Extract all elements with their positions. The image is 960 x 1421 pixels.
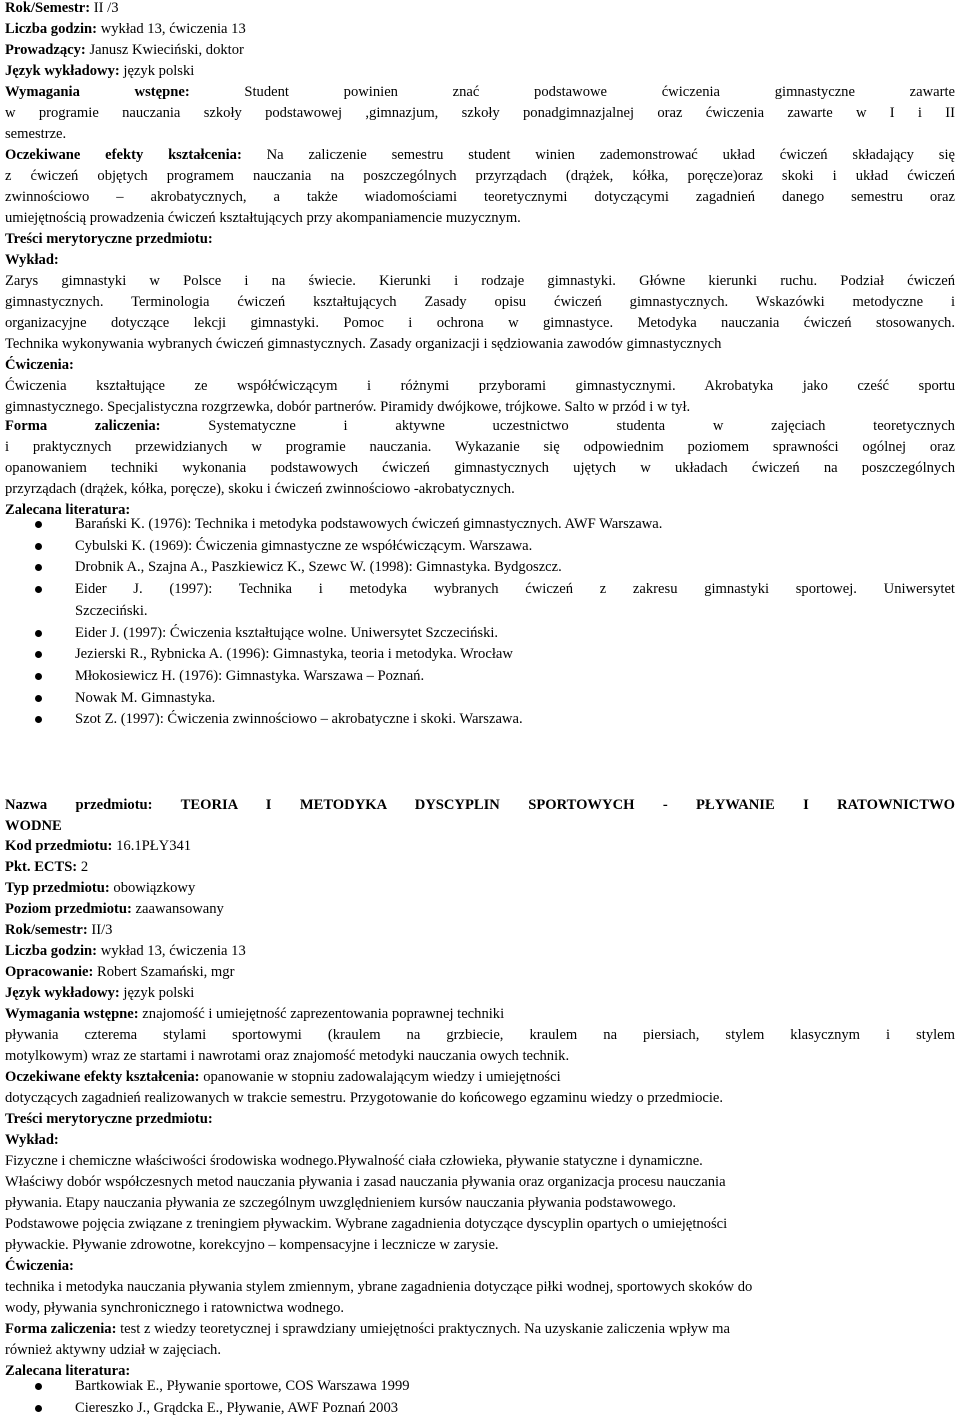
- s2-cw-block: [5, 1277, 955, 1319]
- s2-jezyk-label: Język wykładowy:: [5, 985, 120, 1001]
- s2-forma-text-2: również aktywny udział w zajęciach.: [5, 1342, 221, 1358]
- s2-wym-label: Wymagania wstępne:: [5, 1006, 139, 1022]
- list-item: [5, 1376, 955, 1398]
- s2-wymagania-block: [5, 1004, 955, 1067]
- list-item: [5, 579, 955, 622]
- s2-jezyk-line: [5, 983, 194, 1004]
- s1-efekty-text-4: umiejętnością prowadzenia ćwiczeń kształtujących przy akompaniamencie muzycznym.: [5, 210, 521, 226]
- s2-rok-line: [5, 920, 112, 941]
- s2-wyklad-block: [5, 1151, 955, 1256]
- s1-rok-value: II /3: [93, 0, 119, 16]
- list-item: [5, 688, 955, 710]
- s1-prow-line: [5, 40, 244, 61]
- s2-literature-list: [5, 1376, 955, 1419]
- s1-cw-text-2: gimnastycznego. Specjalistyczna rozgrzewka, dobór partnerów. Piramidy dwójkowe, trójkowe. Salto w przód i w tył.: [5, 399, 691, 415]
- lit-text-cont: Szczeciński.: [75, 602, 148, 619]
- list-item: [5, 666, 955, 688]
- list-item: [5, 557, 955, 579]
- s2-ects-value: 2: [80, 859, 89, 875]
- s2-wyklad-text-1: Fizyczne i chemiczne właściwości środowiska wodnego.Pływalność ciała człowieka, pływanie statyczne i dynamiczne.: [5, 1153, 703, 1169]
- s1-forma-text-4: przyrządach (drążek, kółka, poręcze), skoku i ćwiczeń zwinnościowo -akrobatycznych.: [5, 481, 515, 497]
- s1-wyklad-text-2: gimnastycznych. Terminologia ćwiczeń kształtujących Zasady opisu ćwiczeń gimnastycznych. Wskazówki metodyczne i: [5, 294, 955, 310]
- s1-jezyk-value: język polski: [123, 63, 195, 79]
- s1-wym-text-3: semestrze.: [5, 126, 67, 142]
- s2-oprac-label: Opracowanie:: [5, 964, 94, 980]
- s2-typ-line: [5, 878, 195, 899]
- s2-poziom-label: Poziom przedmiotu:: [5, 901, 132, 917]
- s1-wym-text-2: w programie nauczania szkoły podstawowej ,gimnazjum, szkoły ponadgimnazjalnej oraz ćwiczenia zawarte w I i II: [5, 105, 955, 121]
- s2-ects-label: Pkt. ECTS:: [5, 859, 78, 875]
- s2-forma-block: [5, 1319, 955, 1361]
- lit-text: Młokosiewicz H. (1976): Gimnastyka. Warszawa – Poznań.: [75, 667, 425, 684]
- s1-wym-label: Wymagania wstępne:: [5, 84, 190, 100]
- s1-efekty-line-1: [5, 145, 955, 166]
- lit-text: Eider J. (1997): Technika i metodyka wybranych ćwiczeń z zakresu gimnastyki sportowej. Uniwersytet: [75, 581, 955, 598]
- list-item: [5, 644, 955, 666]
- s2-rok-label: Rok/semestr:: [5, 922, 88, 938]
- s1-forma-text-1: Systematyczne i aktywne uczestnictwo studenta w zajęciach teoretycznych: [208, 418, 955, 434]
- s2-nazwa-line-1: [5, 795, 955, 816]
- s2-nazwa-text-2: WODNE: [5, 818, 62, 834]
- s2-cw-heading: [5, 1256, 74, 1277]
- s1-wyklad-text-1: Zarys gimnastyki w Polsce i na świecie. Kierunki i rodzaje gimnastyki. Główne kierunki ruchu. Podział ćwiczeń: [5, 273, 955, 289]
- s2-efekty-line-1: [5, 1067, 955, 1088]
- s2-godz-label: Liczba godzin:: [5, 943, 98, 959]
- lit-text: Nowak M. Gimnastyka.: [75, 689, 216, 706]
- list-item: [5, 709, 955, 731]
- s2-efekty-text-2: dotyczących zagadnień realizowanych w trakcie semestru. Przygotowanie do końcowego egzaminu wiedzy o przedmiocie.: [5, 1090, 724, 1106]
- s1-cw-heading: [5, 355, 74, 376]
- s1-jezyk-label: Język wykładowy:: [5, 63, 120, 79]
- lit-text: Cybulski K. (1969): Ćwiczenia gimnastyczne ze współćwiczącym. Warszawa.: [75, 537, 533, 554]
- s2-wyklad-text-4: Podstawowe pojęcia związane z treningiem pływackim. Wybrane zagadnienia dotyczące dyscyplin opartych o umiejętności: [5, 1216, 728, 1232]
- s2-tresci-heading: [5, 1109, 213, 1130]
- s1-jezyk-line: [5, 61, 194, 82]
- s2-wyklad-text-3: pływania. Etapy nauczania pływania ze szczególnym uwzględnieniem kursów nauczania pływania podstawowego.: [5, 1195, 677, 1211]
- lit-text: Barański K. (1976): Technika i metodyka podstawowych ćwiczeń gimnastycznych. AWF Warszawa.: [75, 516, 663, 532]
- list-item: [5, 623, 955, 645]
- s1-forma-text-3: opanowaniem techniki wykonania podstawowych ćwiczeń gimnastycznych ujętych w układach ćwiczeń na poszczególnych: [5, 460, 955, 476]
- s2-forma-label: Forma zaliczenia:: [5, 1321, 117, 1337]
- s1-wymagania-line-1: [5, 82, 955, 103]
- s2-oprac-line: [5, 962, 234, 983]
- s1-prow-value: Janusz Kwieciński, doktor: [89, 42, 244, 58]
- s2-cw-text-2: wody, pływania synchronicznego i ratownictwa wodnego.: [5, 1300, 345, 1316]
- s1-wyklad-label: Wykład:: [5, 252, 59, 268]
- lit-text: Eider J. (1997): Ćwiczenia kształtujące wolne. Uniwersytet Szczeciński.: [75, 624, 499, 641]
- s2-wyklad-text-2: Właściwy dobór współczesnych metod nauczania pływania i zasad nauczania pływania oraz organizacja procesu nauczania: [5, 1174, 726, 1190]
- s2-poziom-line: [5, 899, 224, 920]
- s2-wym-text-3: motylkowym) wraz ze startami i nawrotami oraz znajomość metodyki nauczania owych technik.: [5, 1048, 570, 1064]
- s2-tresci-label: Treści merytoryczne przedmiotu:: [5, 1111, 213, 1127]
- lit-text: Jezierski R., Rybnicka A. (1996): Gimnastyka, teoria i metodyka. Wrocław: [75, 646, 513, 663]
- s1-tresci-label: Treści merytoryczne przedmiotu:: [5, 231, 213, 247]
- s1-efekty-block: [5, 145, 955, 229]
- s2-cw-text-1: technika i metodyka nauczania pływania stylem zmiennym, ybrane zagadnienia dotyczące piłki wodnej, sportowych skoków do: [5, 1279, 753, 1295]
- s2-forma-line-1: [5, 1319, 955, 1340]
- s2-typ-label: Typ przedmiotu:: [5, 880, 110, 896]
- s2-lit-label: Zalecana literatura:: [5, 1363, 131, 1379]
- s2-cw-label: Ćwiczenia:: [5, 1258, 74, 1274]
- s2-jezyk-value: język polski: [123, 985, 195, 1001]
- s1-efekty-text-3: zwinnościowo – akrobatycznych, a także wiadomościami teoretycznymi dotyczącymi zagadnień danego semestru oraz: [5, 189, 955, 205]
- lit-text: Drobnik A., Szajna A., Paszkiewicz K., Szewc W. (1998): Gimnastyka. Bydgoszcz.: [75, 559, 562, 576]
- s2-wym-text-1: znajomość i umiejętność zaprezentowania poprawnej techniki: [142, 1006, 505, 1022]
- s2-godz-line: [5, 941, 246, 962]
- s2-nazwa-text-1: TEORIA I METODYKA DYSCYPLIN SPORTOWYCH - PŁYWANIE I RATOWNICTWO: [180, 797, 955, 813]
- s2-nazwa-block: [5, 795, 955, 837]
- lit-text: Szot Z. (1997): Ćwiczenia zwinnościowo – akrobatyczne i skoki. Warszawa.: [75, 711, 523, 728]
- s2-nazwa-label: Nazwa przedmiotu:: [5, 797, 153, 813]
- list-item: [5, 536, 955, 558]
- s1-rok-label: Rok/Semestr:: [5, 0, 91, 16]
- s1-forma-line-1: [5, 416, 955, 437]
- s2-typ-value: obowiązkowy: [113, 880, 196, 896]
- s2-kod-value: 16.1PŁY341: [116, 838, 192, 854]
- s2-poziom-value: zaawansowany: [135, 901, 224, 917]
- lit-text: Bartkowiak E., Pływanie sportowe, COS Warszawa 1999: [75, 1378, 410, 1394]
- s2-efekty-text-1: opanowanie w stopniu zadowalającym wiedzy i umiejętności: [203, 1069, 561, 1085]
- s1-tresci-heading: [5, 229, 213, 250]
- s1-cw-label: Ćwiczenia:: [5, 357, 74, 373]
- list-item: [5, 514, 955, 536]
- s1-cw-text-1: Ćwiczenia kształtujące ze współćwiczącym i różnymi przyborami gimnastycznymi. Akrobatyka jako cześć sportu: [5, 378, 955, 394]
- s2-oprac-value: Robert Szamański, mgr: [97, 964, 235, 980]
- s1-forma-block: [5, 416, 955, 500]
- s1-rok-line: [5, 0, 119, 19]
- s2-godz-value: wykład 13, ćwiczenia 13: [100, 943, 246, 959]
- s2-ects-line: [5, 857, 88, 878]
- s1-godz-label: Liczba godzin:: [5, 21, 98, 37]
- s2-efekty-block: [5, 1067, 955, 1109]
- s1-godz-line: [5, 19, 246, 40]
- s1-forma-label: Forma zaliczenia:: [5, 418, 161, 434]
- s1-efekty-label: Oczekiwane efekty kształcenia:: [5, 147, 242, 163]
- s2-efekty-label: Oczekiwane efekty kształcenia:: [5, 1069, 200, 1085]
- s1-lit-label: Zalecana literatura:: [5, 502, 131, 518]
- s1-wymagania-block: [5, 82, 955, 145]
- s1-wyklad-text-4: Technika wykonywania wybranych ćwiczeń gimnastycznych. Zasady organizacji i sędziowania zawodów gimnastycznych: [5, 336, 722, 352]
- s2-kod-label: Kod przedmiotu:: [5, 838, 113, 854]
- s1-wyklad-text-3: organizacyjne dotyczące lekcji gimnastyki. Pomoc i ochrona w gimnastyce. Metodyka nauczania ćwiczeń stosowanych.: [5, 315, 955, 331]
- s2-wym-text-2: pływania czterema stylami sportowymi (kraulem na grzbiecie, kraulem na piersiach, stylem klasycznym i stylem: [5, 1027, 955, 1043]
- s1-prow-label: Prowadzący:: [5, 42, 86, 58]
- s1-cw-block: [5, 376, 955, 418]
- s1-wyklad-block: [5, 271, 955, 355]
- s1-literature-list: [5, 514, 955, 731]
- list-item: [5, 1398, 955, 1420]
- s2-wym-line-1: [5, 1004, 955, 1025]
- s1-forma-text-2: i praktycznych przewidzianych w programie nauczania. Wykazanie się odpowiednim poziomem sprawności ogólnej oraz: [5, 439, 955, 455]
- s1-godz-value: wykład 13, ćwiczenia 13: [100, 21, 246, 37]
- s2-wyklad-label: Wykład:: [5, 1132, 59, 1148]
- s1-wym-text-1: Student powinien znać podstawowe ćwiczenia gimnastyczne zawarte: [244, 84, 955, 100]
- s2-kod-line: [5, 836, 191, 857]
- s2-rok-value: II/3: [91, 922, 113, 938]
- s1-efekty-text-2: z ćwiczeń objętych programem nauczania na poszczególnych przyrządach (drążek, kółka, poręcze)oraz skoki i układ ćwiczeń: [5, 168, 955, 184]
- s2-wyklad-heading: [5, 1130, 59, 1151]
- s1-efekty-text-1: Na zaliczenie semestru student winien zademonstrować układ ćwiczeń składający się: [266, 147, 955, 163]
- lit-text: Ciereszko J., Grądcka E., Pływanie, AWF Poznań 2003: [75, 1399, 399, 1416]
- s2-forma-text-1: test z wiedzy teoretycznej i sprawdziany umiejętności praktycznych. Na uzyskanie zaliczenia wpływ ma: [120, 1321, 730, 1337]
- s2-wyklad-text-5: pływackie. Pływanie zdrowotne, korekcyjno – kompensacyjne i lecznicze w zarysie.: [5, 1237, 499, 1253]
- s1-wyklad-heading: [5, 250, 59, 271]
